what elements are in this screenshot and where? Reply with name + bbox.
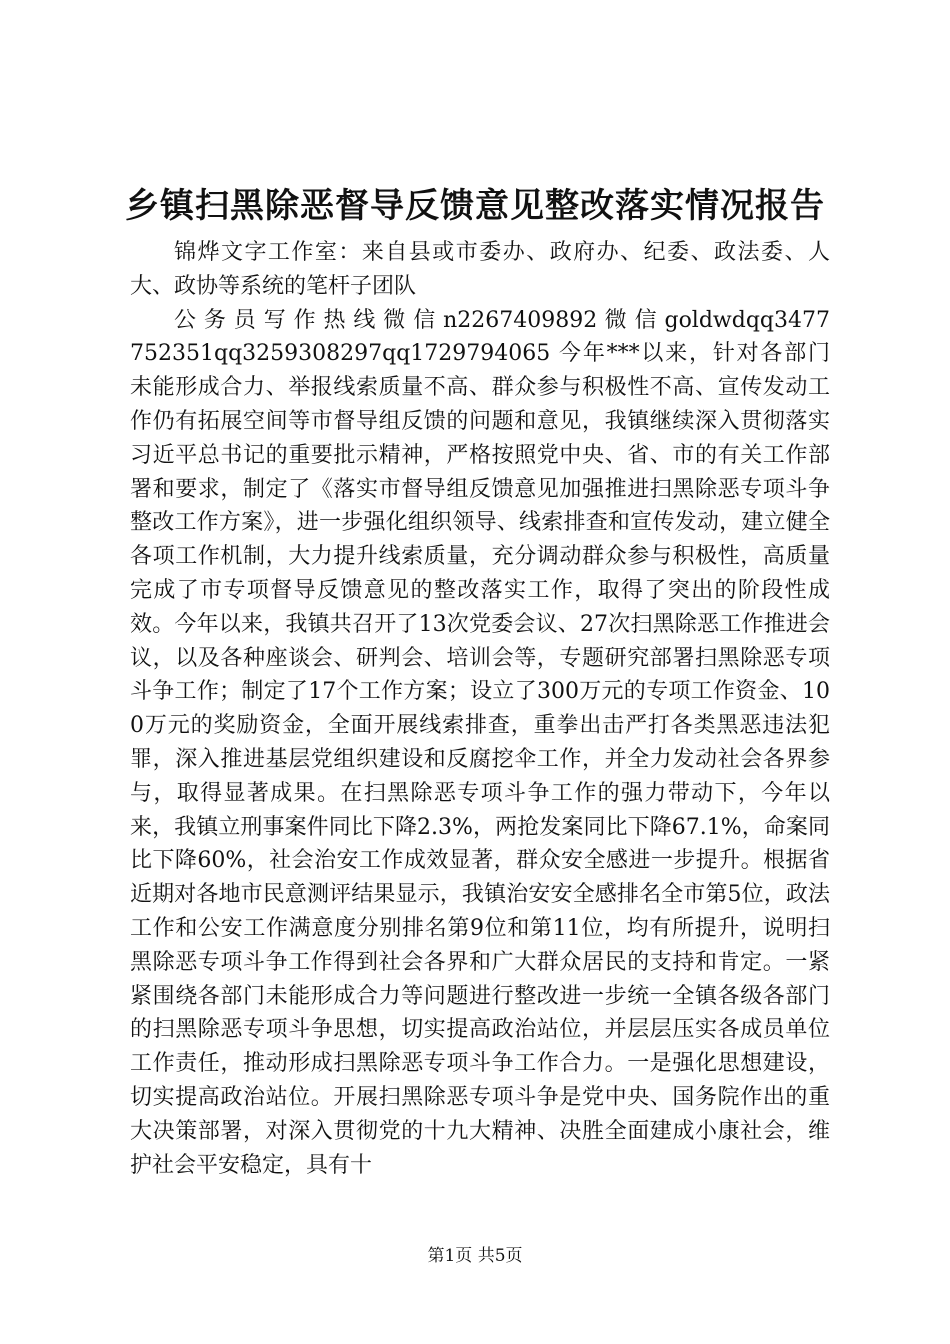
page-number-footer: 第1页 共5页 xyxy=(427,1246,523,1266)
document-title: 乡镇扫黑除恶督导反馈意见整改落实情况报告 xyxy=(125,186,825,226)
document-body xyxy=(130,236,830,1182)
intro-paragraph: 锦烨文字工作室：来自县或市委办、政府办、纪委、政法委、人大、政协等系统的笔杆子团队 xyxy=(130,240,830,299)
main-paragraph: 公 务 员 写 作 热 线 微 信 n2267409892 微 信 goldwdqq3477752351qq3259308297qq1729794065 今年***以来，针对各部门未能形成合力、举报线索质量不高、群众参与积极性不高、宣传发动工作仍有拓展空间等市督导组反馈的问题和意见，我镇继续深入贯彻落实习近平总书记的重要批示精神，严格按照党中央、省、市的有关工作部署和要求，制定了《落实市督导组反馈意见加强推进扫黑除恶专项斗争整改工作方案》，进一步强化组织领导、线索排查和宣传发动，建立健全各项工作机制，大力提升线索质量，充分调动群众参与积极性，高质量完成了市专项督导反馈意见的整改落实工作，取得了突出的阶段性成效。今年以来，我镇共召开了13次党委会议、27次扫黑除恶工作推进会议，以及各种座谈会、研判会、培训会等，专题研究部署扫黑除恶专项斗争工作；制定了17个工作方案；设立了300万元的专项工作资金、100万元的奖励资金，全面开展线索排查，重拳出击严打各类黑恶违法犯罪，深入推进基层党组织建设和反腐挖伞工作，并全力发动社会各界参与，取得显著成果。在扫黑除恶专项斗争工作的强力带动下，今年以来，我镇立刑事案件同比下降2.3%，两抢发案同比下降67.1%，命案同比下降60%，社会治安工作成效显著，群众安全感进一步提升。根据省近期对各地市民意测评结果显示，我镇治安安全感排名全市第5位，政法工作和公安工作满意度分别排名第9位和第11位，均有所提升，说明扫黑除恶专项斗争工作得到社会各界和广大群众居民的支持和肯定。一紧紧围绕各部门未能形成合力等问题进行整改进一步统一全镇各级各部门的扫黑除恶专项斗争思想，切实提高政治站位，并层层压实各成员单位工作责任，推动形成扫黑除恶专项斗争工作合力。一是强化思想建设，切实提高政治站位。开展扫黑除恶专项斗争是党中央、国务院作出的重大决策部署，对深入贯彻党的十九大精神、决胜全面建成小康社会，维护社会平安稳定，具有十 xyxy=(130,307,830,1178)
